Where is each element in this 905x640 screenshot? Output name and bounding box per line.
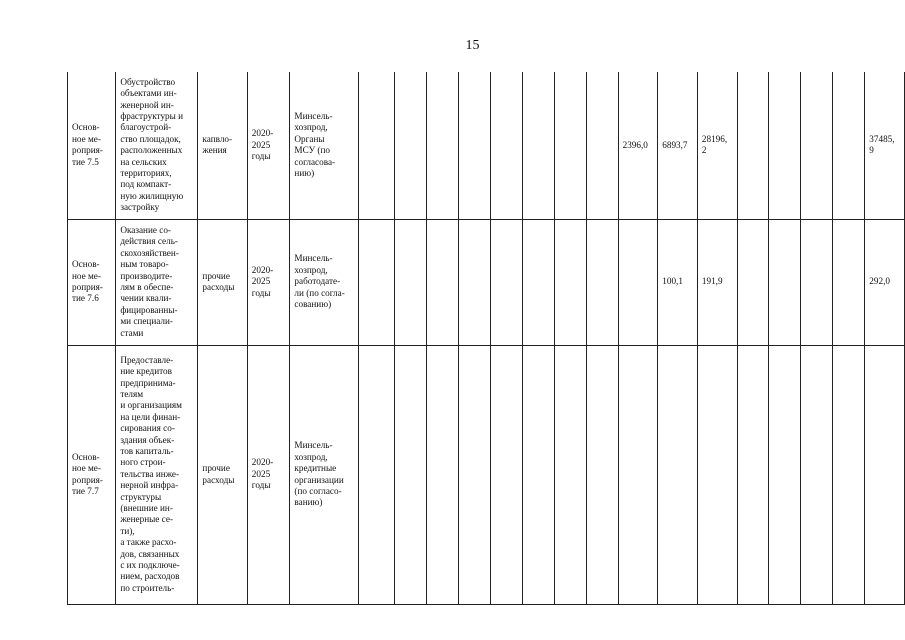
value-cell: [769, 72, 801, 219]
table-row: [68, 345, 905, 604]
value-cell: [801, 219, 833, 345]
value-cell: [458, 345, 490, 604]
value-cell: [358, 72, 394, 219]
value-cell: [697, 345, 737, 604]
value-cell: [458, 219, 490, 345]
value-cell: [833, 72, 865, 219]
value-cell: [554, 219, 586, 345]
period: 2020- 2025 годы: [247, 219, 290, 345]
value-cell: [586, 72, 618, 219]
value-cell: [490, 72, 522, 219]
period: 2020- 2025 годы: [247, 345, 290, 604]
value-cell: 191,9: [697, 219, 737, 345]
value-cell: [618, 345, 658, 604]
value-cell: [358, 219, 394, 345]
value-cell: [586, 219, 618, 345]
value-cell: [801, 72, 833, 219]
value-cell: 2396,0: [618, 72, 658, 219]
table-row: [68, 72, 905, 219]
value-cell: [801, 345, 833, 604]
value-cell: [395, 219, 427, 345]
measure-label: Основ- ное ме- роприя- тие 7.5: [68, 72, 116, 219]
value-cell: [426, 345, 458, 604]
measure-description: Оказание со- действия сель- скохозяйствен- ным товаро- производите- лям в обеспе- чении квали- фицированны- ми специали- стами: [116, 219, 198, 345]
value-cell: [522, 219, 554, 345]
value-cell: [618, 219, 658, 345]
period: 2020- 2025 годы: [247, 72, 290, 219]
value-cell: [833, 219, 865, 345]
value-cell: [426, 72, 458, 219]
value-cell: 292,0: [865, 219, 905, 345]
value-cell: [395, 72, 427, 219]
value-cell: [586, 345, 618, 604]
expense-type: капвло- жения: [198, 72, 247, 219]
executor: Минсель- хозпрод, Органы МСУ (по согласова- нию): [290, 72, 359, 219]
value-cell: [737, 72, 769, 219]
measure-description: Обустройство объектами ин- женерной ин- фраструктуры и благоустрой- ство площадок, расположенных на сельских территориях, под компакт- ную жилищную застройку: [116, 72, 198, 219]
value-cell: [769, 219, 801, 345]
program-table: [67, 72, 905, 605]
value-cell: [737, 345, 769, 604]
measure-label: Основ- ное ме- роприя- тие 7.7: [68, 345, 116, 604]
value-cell: [769, 345, 801, 604]
value-cell: [658, 345, 698, 604]
value-cell: [865, 345, 905, 604]
value-cell: [737, 219, 769, 345]
value-cell: [490, 345, 522, 604]
value-cell: 28196, 2: [697, 72, 737, 219]
value-cell: [458, 72, 490, 219]
value-cell: [833, 345, 865, 604]
page-number: 15: [465, 38, 480, 53]
value-cell: [522, 72, 554, 219]
value-cell: [358, 345, 394, 604]
measure-label: Основ- ное ме- роприя- тие 7.6: [68, 219, 116, 345]
table-row: [68, 219, 905, 345]
executor: Минсель- хозпрод, работодате- ли (по согла- сованию): [290, 219, 359, 345]
value-cell: [426, 219, 458, 345]
executor: Минсель- хозпрод, кредитные организации (по согласо- ванию): [290, 345, 359, 604]
value-cell: 100,1: [658, 219, 698, 345]
value-cell: [395, 345, 427, 604]
expense-type: прочие расходы: [198, 345, 247, 604]
value-cell: [554, 345, 586, 604]
value-cell: [490, 219, 522, 345]
value-cell: [522, 345, 554, 604]
value-cell: 37485, 9: [865, 72, 905, 219]
expense-type: прочие расходы: [198, 219, 247, 345]
value-cell: [554, 72, 586, 219]
measure-description: Предоставле- ние кредитов предпринима- телям и организациям на цели финан- сирования со- здания объек- тов капиталь- ного строи- тельства инже- нерной инфра- структуры (внешние ин- женерные се- ти), а также расхо- дов, связанных с их подключе- нием, расходов по строитель-: [116, 345, 198, 604]
value-cell: 6893,7: [658, 72, 698, 219]
